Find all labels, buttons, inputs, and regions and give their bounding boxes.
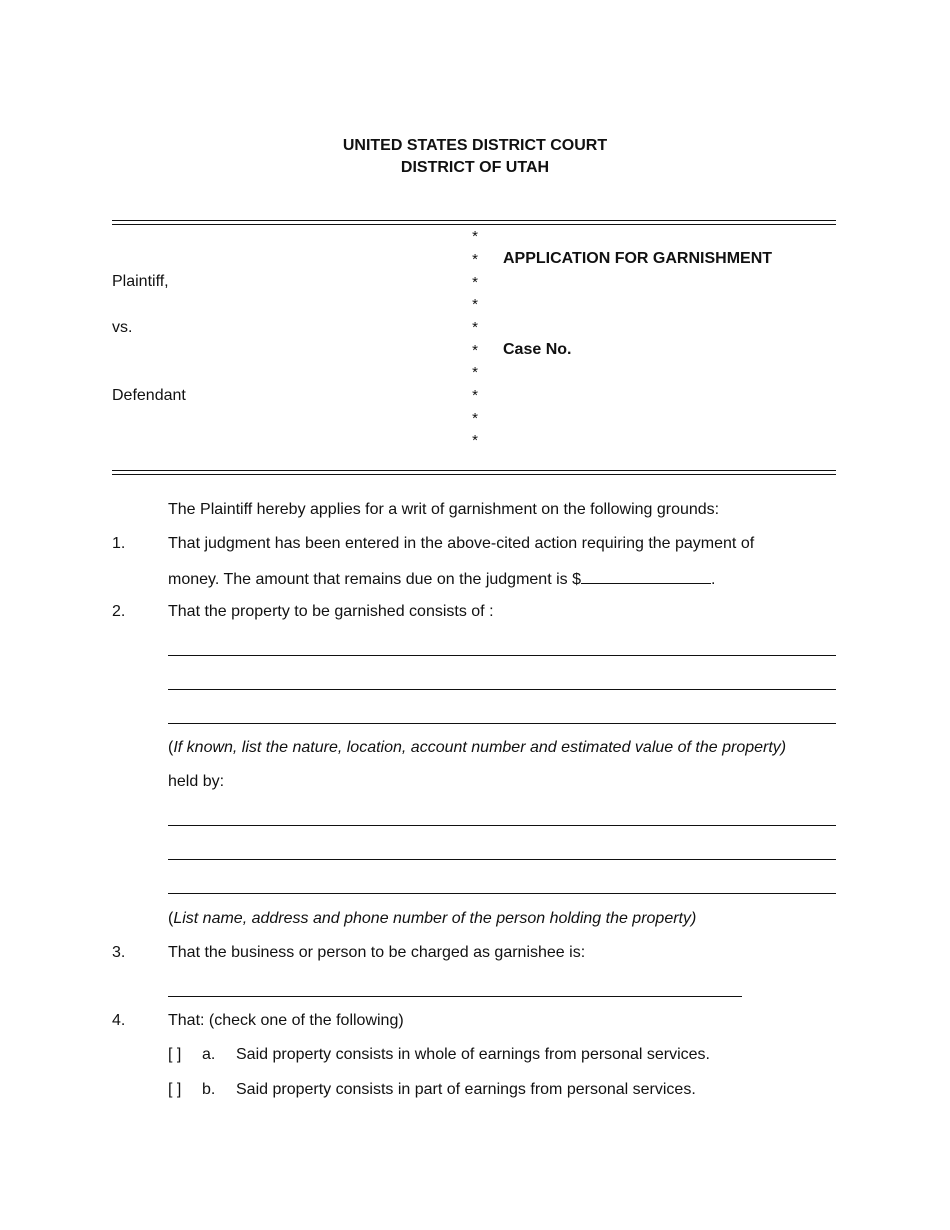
option-a-letter: a. [202, 1046, 216, 1063]
holder-instructions-text: List name, address and phone number of the person holding the property) [173, 910, 697, 927]
item-3-number: 3. [112, 944, 126, 961]
property-description-line[interactable] [168, 723, 836, 724]
caption-star: * [472, 342, 478, 359]
holder-description-line[interactable] [168, 893, 836, 894]
item-1-text: That judgment has been entered in the above-cited action requiring the payment of [168, 535, 755, 552]
item-1-amount-line [168, 569, 715, 589]
item-4-text: That: (check one of the following) [168, 1012, 404, 1029]
garnishee-name-line[interactable] [168, 996, 742, 997]
option-b-letter: b. [202, 1081, 216, 1098]
district-name: DISTRICT OF UTAH [400, 159, 550, 176]
property-instructions [168, 739, 786, 757]
item-2-text: That the property to be garnished consists of : [168, 603, 494, 620]
document-title: APPLICATION FOR GARNISHMENT [503, 250, 773, 267]
holder-description-line[interactable] [168, 859, 836, 860]
caption-star: * [472, 251, 478, 268]
holder-description-line[interactable] [168, 825, 836, 826]
caption-star: * [472, 319, 478, 336]
item-3-text: That the business or person to be charged as garnishee is: [168, 944, 586, 961]
item-1-amount-prefix: money. The amount that remains due on the judgment is $ [168, 571, 581, 588]
property-instructions-open: ( [168, 739, 174, 756]
caption-bottom-rule [112, 470, 836, 475]
option-a-checkbox[interactable]: [ ] [168, 1046, 182, 1063]
holder-instructions-open: ( [168, 910, 174, 927]
caption-star: * [472, 296, 478, 313]
caption-top-rule [112, 220, 836, 225]
property-description-line[interactable] [168, 689, 836, 690]
item-2-number: 2. [112, 603, 126, 620]
property-instructions-text: If known, list the nature, location, account number and estimated value of the property) [173, 739, 787, 756]
caption-star: * [472, 410, 478, 427]
court-name: UNITED STATES DISTRICT COURT [342, 137, 608, 154]
item-1-number: 1. [112, 535, 126, 552]
item-4-number: 4. [112, 1012, 126, 1029]
option-b-text: Said property consists in part of earnings from personal services. [236, 1081, 696, 1098]
judgment-amount-field[interactable] [581, 569, 711, 584]
versus-label: vs. [112, 319, 133, 336]
option-b-checkbox[interactable]: [ ] [168, 1081, 182, 1098]
intro-paragraph: The Plaintiff hereby applies for a writ of garnishment on the following grounds: [168, 501, 720, 518]
plaintiff-label: Plaintiff, [112, 273, 169, 290]
caption-star: * [472, 274, 478, 291]
caption-star: * [472, 387, 478, 404]
caption-star: * [472, 228, 478, 245]
holder-instructions [168, 910, 696, 928]
property-description-line[interactable] [168, 655, 836, 656]
caption-star: * [472, 432, 478, 449]
caption-star: * [472, 364, 478, 381]
case-number-label: Case No. [503, 341, 572, 358]
item-1-amount-suffix: . [710, 571, 716, 588]
held-by-label: held by: [168, 773, 225, 790]
option-a-text: Said property consists in whole of earnings from personal services. [236, 1046, 710, 1063]
defendant-label: Defendant [112, 387, 186, 404]
